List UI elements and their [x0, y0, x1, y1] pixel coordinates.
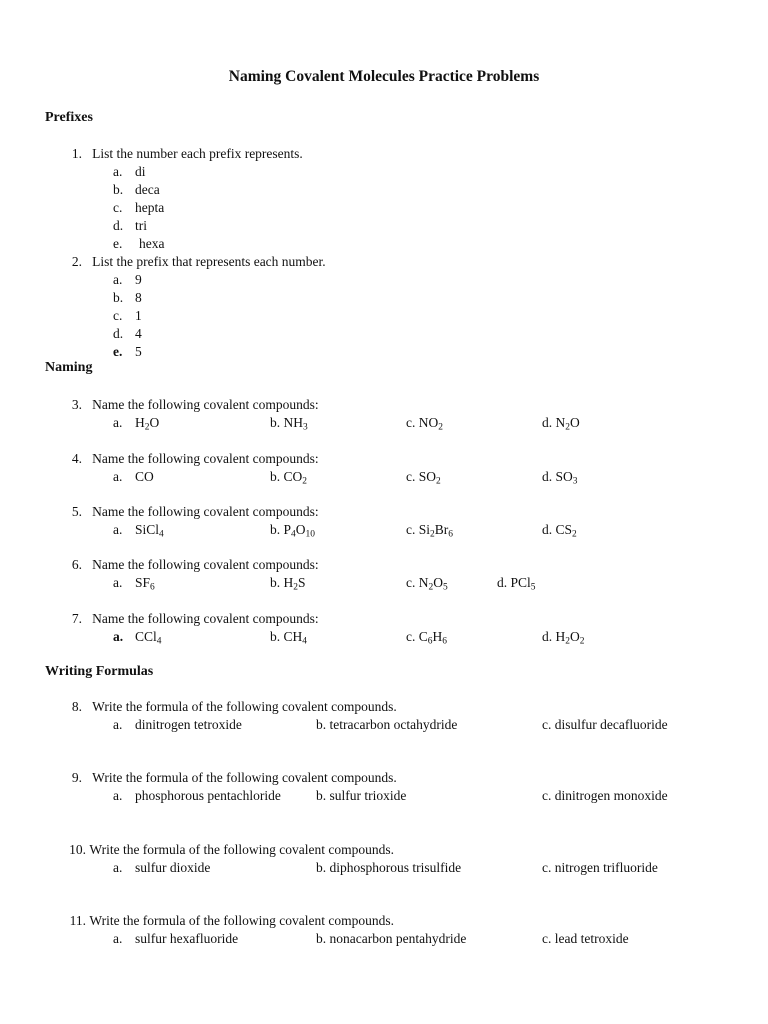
q5-item-b: b. $P_4O_{10}$	[270, 522, 315, 540]
q9-item-c: c. dinitrogen monoxide	[542, 788, 668, 803]
question-4: 4. Name the following covalent compounds:	[71, 451, 319, 466]
q2-item-a: a. 9	[113, 272, 142, 287]
question-10: 10. Write the formula of the following covalent compounds.	[69, 842, 395, 857]
q5-item-d: d. $CS_2$	[542, 522, 577, 540]
q2-item-d: d. 4	[113, 326, 142, 341]
q8-item-b: b. tetracarbon octahydride	[316, 717, 458, 732]
q1-item-d: d. tri	[113, 218, 147, 233]
section-prefixes: Prefixes	[45, 110, 93, 125]
q7-item-d: d. $H_2O_2$	[542, 629, 585, 647]
q8-item-a: a. dinitrogen tetroxide	[113, 717, 242, 732]
q5-item-c: c. $Si_2Br_6$	[406, 522, 453, 540]
question-2: 2. List the prefix that represents each number.	[71, 254, 326, 269]
question-11: 11. Write the formula of the following covalent compounds.	[69, 913, 395, 928]
q2-item-e: e. 5	[113, 344, 142, 359]
q10-item-b: b. diphosphorous trisulfide	[316, 860, 462, 875]
q5-item-a: a. SiCl$_4$	[113, 522, 164, 540]
question-8: 8. Write the formula of the following covalent compounds.	[71, 699, 397, 714]
q2-item-b: b. 8	[113, 290, 142, 305]
q4-item-b: b. $CO_2$	[270, 469, 307, 487]
q2-item-c: c. 1	[113, 308, 142, 323]
q4-item-d: d. $SO_3$	[542, 469, 578, 487]
q1-item-c: c. hepta	[113, 200, 165, 215]
q3-item-c: c. $NO_2$	[406, 415, 443, 433]
q6-item-c: c. $N_2O_5$	[406, 575, 448, 593]
q7-item-b: b. $CH_4$	[270, 629, 307, 647]
q6-item-a: a. $SF_6$	[113, 575, 155, 593]
question-3: 3. Name the following covalent compounds:	[71, 397, 319, 412]
q6-item-d: d. PCl$_5$	[497, 575, 536, 593]
q7-item-c: c. $C_6H_6$	[406, 629, 447, 647]
q4-item-a: a. CO	[113, 469, 154, 484]
q4-item-c: c. $SO_2$	[406, 469, 441, 487]
question-6: 6. Name the following covalent compounds:	[71, 557, 319, 572]
q11-item-b: b. nonacarbon pentahydride	[316, 931, 467, 946]
question-5: 5. Name the following covalent compounds:	[71, 504, 319, 519]
q1-item-e: e. hexa	[113, 236, 165, 251]
q11-item-a: a. sulfur hexafluoride	[113, 931, 239, 946]
q8-item-c: c. disulfur decafluoride	[542, 717, 668, 732]
q10-item-a: a. sulfur dioxide	[113, 860, 211, 875]
question-7: 7. Name the following covalent compounds:	[71, 611, 319, 626]
page-title: Naming Covalent Molecules Practice Problems	[228, 68, 540, 85]
q7-item-a: a. CCl$_4$	[113, 629, 162, 647]
q1-item-a: a. di	[113, 164, 146, 179]
q10-item-c: c. nitrogen trifluoride	[542, 860, 658, 875]
q3-item-b: b. $NH_3$	[270, 415, 308, 433]
q6-item-b: b. $H_2S$	[270, 575, 306, 593]
question-9: 9. Write the formula of the following covalent compounds.	[71, 770, 397, 785]
q3-item-d: d. $N_2O$	[542, 415, 580, 433]
q3-item-a: a. $H_2O$	[113, 415, 160, 433]
q9-item-a: a. phosphorous pentachloride	[113, 788, 281, 803]
q1-item-b: b. deca	[113, 182, 160, 197]
section-naming: Naming	[45, 360, 93, 375]
question-1: 1. List the number each prefix represents.	[71, 146, 303, 161]
q9-item-b: b. sulfur trioxide	[316, 788, 407, 803]
section-writing-formulas: Writing Formulas	[45, 664, 154, 679]
q11-item-c: c. lead tetroxide	[542, 931, 629, 946]
